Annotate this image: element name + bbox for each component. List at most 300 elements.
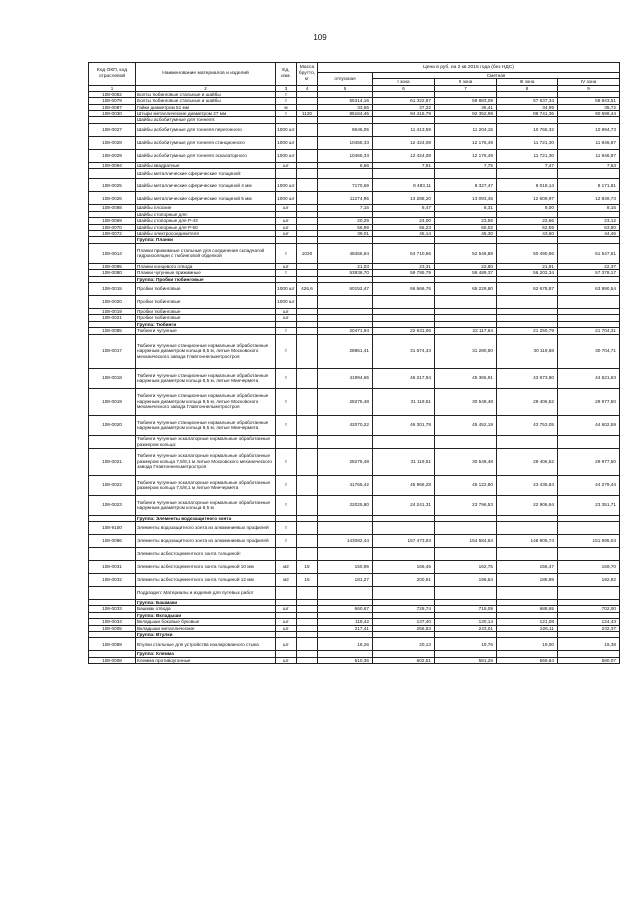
cell-code: 108-0005 [89,625,136,631]
cell-price: 30 119,58 [497,334,558,368]
cell-price: 19,38 [558,638,620,651]
cell-mass [297,638,318,651]
cell-price: 22025,80 [318,495,373,515]
cell-code [89,169,136,179]
cell-price: 154 584,64 [435,534,497,547]
cell-price: 151 695,04 [558,534,620,547]
cell-price: 188,89 [497,573,558,586]
cell-price: 12 849,73 [558,192,620,205]
cell-price: 10 994,73 [558,123,620,136]
cell-price: 36,41 [435,104,497,110]
cell-price: 8646,05 [318,123,373,136]
cell-price: 256,53 [373,625,435,631]
cell-name: Планки чугунные прижимные [136,270,276,276]
cell-price: 24,00 [373,218,435,224]
cell-price: 11 946,87 [558,136,620,149]
cell-price: 11 413,59 [373,123,435,136]
cell-price: 13 288,20 [373,192,435,205]
cell-mass [297,475,318,495]
header-mass: Масса брутто, кг [297,63,318,86]
cell-name: Шайбы электросоединителя [136,230,276,236]
cell-name: Пробки тюбинговые [136,282,276,295]
header-price-group: Цена в руб. на 2 кв 2015 года (без НДС) [318,63,620,73]
cell-price [558,169,620,179]
cell-price: 728,74 [373,606,435,612]
cell-price: 11 721,30 [497,136,558,149]
cell-price: 28275,48 [318,448,373,475]
cell-price: 121,08 [497,619,558,625]
cell-price: 45 365,91 [435,368,497,388]
cell-unit: шт [276,162,297,168]
header-estimate-price: Сметная [373,73,620,79]
cell-mass [297,586,318,599]
cell-name: Элементы водозащитного зонта из алюминиевых профилей [136,521,276,534]
cell-code: 108-0062 [89,91,136,97]
cell-unit: т [276,270,297,276]
cell-price: 8,47 [373,205,435,211]
cell-code: 108-0033 [89,606,136,612]
cell-name: Шайбы металлические сферические толщиной 4 мм [136,179,276,192]
cell-price: 8,00 [497,205,558,211]
header-release-price: отпускная [318,73,373,86]
cell-price: 59 883,09 [435,98,497,104]
table-row [89,295,620,308]
cell-price: 57 637,34 [497,98,558,104]
cell-price: 8 327,47 [435,179,497,192]
table-row [89,192,620,205]
cell-price: 20471,94 [318,328,373,334]
cell-price: 243,01 [435,625,497,631]
cell-unit [276,435,297,448]
cell-name: Планки концевого отвода [136,263,276,269]
cell-code: 108-0069 [89,218,136,224]
cell-price: 8 483,11 [373,179,435,192]
cell-name: Пробки тюбинговые [136,308,276,314]
cell-price: 580,07 [558,657,620,663]
cell-price: 124,43 [558,619,620,625]
cell-price: 23,56 [435,218,497,224]
cell-price: 22 117,64 [435,328,497,334]
cell-price: 11 204,15 [435,123,497,136]
cell-name: Подраздел: Материалы и изделия для путевых работ [136,586,276,599]
table-row [89,98,620,104]
table-row [89,606,620,612]
cell-price: 148 805,74 [497,534,558,547]
cell-unit: т [276,388,297,415]
cell-mass [297,657,318,663]
cell-code: 108-0070 [89,224,136,230]
cell-price: 35,72 [558,104,620,110]
cell-price: 57 378,17 [558,270,620,276]
header-zone-2: II зона [435,79,497,85]
cell-price: 13 093,45 [435,192,497,205]
cell-price: 46,14 [373,230,435,236]
cell-code: 108-0089 [89,638,136,651]
cell-code: 108-0029 [89,149,136,162]
cell-price: 53 710,56 [373,243,435,263]
cell-code [89,586,136,599]
cell-mass [297,192,318,205]
header-name: Наименование материалов и изделий [136,63,276,86]
cell-mass [297,495,318,515]
cell-unit: т [276,91,297,97]
cell-name: Шайбы плоские [136,205,276,211]
cell-mass [297,415,318,435]
cell-price: 41994,65 [318,368,373,388]
cell-price: 42070,22 [318,415,373,435]
cell-name: Шайбы стопорные для Р-43 [136,218,276,224]
cell-code: 108-0072 [89,230,136,236]
column-number: 4 [297,85,318,91]
cell-name: Группа: Планки [136,237,276,243]
cell-price: 150,95 [318,560,373,573]
cell-code: 108-0080 [89,270,136,276]
table-row [89,179,620,192]
cell-price [558,435,620,448]
cell-code: 108-0031 [89,560,136,573]
cell-mass [297,295,318,308]
cell-name: Планки прижимные стальные для соединения складчатой гидроизоляции с тюбинговой обделкой [136,243,276,263]
cell-price: 31 119,51 [373,448,435,475]
cell-price: 22,80 [435,263,497,269]
cell-price: 59 795,79 [373,270,435,276]
cell-price: 39,01 [318,230,373,236]
cell-mass [297,534,318,547]
cell-unit [276,169,297,179]
table-row [89,243,620,263]
cell-code [89,547,136,560]
cell-code: 108-0034 [89,619,136,625]
cell-price: 6,66 [318,162,373,168]
table-row [89,475,620,495]
table-row [89,435,620,448]
cell-price: 22,37 [558,263,620,269]
cell-mass: 426,6 [297,282,318,295]
cell-name: Шайбы стопорные для Р-50 [136,224,276,230]
table-row [89,169,620,179]
cell-price: 65,02 [435,224,497,230]
column-number: 3 [276,85,297,91]
cell-mass [297,368,318,388]
cell-name: Элементы асбестоцементного зонта толщиной 10 мм [136,560,276,573]
cell-price: 7170,69 [318,179,373,192]
cell-price: 217,41 [318,625,373,631]
cell-name: Тюбинги чугунные станционные нормальные обработанные наружным диаметром кольца 9,5 м, литые Минчермета [136,415,276,435]
cell-price: 19,76 [435,638,497,651]
cell-price: 11 721,30 [497,149,558,162]
cell-unit: шт [276,218,297,224]
cell-unit: т [276,534,297,547]
cell-price [497,169,558,179]
cell-price [373,547,435,560]
cell-price: 7,16 [318,205,373,211]
cell-code: 108-0015 [89,282,136,295]
cell-price: 130,14 [435,619,497,625]
cell-price [318,295,373,308]
cell-unit: 1000 шт [276,282,297,295]
cell-price: 8 171,81 [558,179,620,192]
cell-price: 29 406,52 [497,388,558,415]
cell-name: Группа: Клемма [136,651,276,657]
cell-price: 66,23 [373,224,435,230]
cell-price [373,435,435,448]
cell-unit: т [276,448,297,475]
cell-unit: шт [276,619,297,625]
cell-price: 157 473,93 [373,534,435,547]
cell-name: Шайбы асбобитумные для тоннеля: [136,117,276,123]
page-number: 109 [313,33,327,42]
cell-name: Втулки стальные для устройства изолированного стыка [136,638,276,651]
column-number: 5 [318,85,373,91]
cell-price: 21 704,31 [558,328,620,334]
table-row [89,521,620,534]
cell-price: 60152,47 [318,282,373,295]
cell-price [497,547,558,560]
cell-name: Шайбы асбобитумные для тоннеля эскалаторного [136,149,276,162]
cell-unit: шт [276,308,297,314]
table-row [89,573,620,586]
cell-code: 108-0032 [89,573,136,586]
cell-mass: 16 [297,573,318,586]
table-row [89,270,620,276]
cell-name: Тюбинги чугунные станционные нормальные обработанные наружным диаметром кольца 8,5 м, литые Московского механического завода Главтоннельметростроя [136,334,276,368]
table-row [89,123,620,136]
cell-name: Элементы асбестоцементного зонта толщиной 12 мм [136,573,276,586]
cell-price: 12 609,97 [497,192,558,205]
cell-price: 52 546,89 [435,243,497,263]
cell-price: 8,31 [435,205,497,211]
cell-price: 21 250,79 [497,328,558,334]
cell-name: Тюбинги чугунные эскалаторные нормальные обработанные размером кольца: [136,435,276,448]
cell-unit [276,586,297,599]
cell-code: 108-0017 [89,334,136,368]
cell-code [89,435,136,448]
cell-unit: 1000 шт [276,123,297,136]
cell-unit: т [276,368,297,388]
cell-price: 7,91 [373,162,435,168]
cell-price: 43,60 [497,230,558,236]
cell-price [373,169,435,179]
cell-price: 7,47 [497,162,558,168]
cell-price: 29 977,50 [558,388,620,415]
cell-price: 46 217,84 [373,368,435,388]
cell-price [497,586,558,599]
cell-price: 8 018,14 [497,179,558,192]
cell-price: 8,15 [558,205,620,211]
cell-code: 108-0030 [89,111,136,117]
cell-price: 510,36 [318,657,373,663]
cell-code: 108-0022 [89,475,136,495]
cell-price: 85164,45 [318,111,373,117]
cell-code: 108-0018 [89,368,136,388]
cell-name: Вкладыши боковые буковые [136,619,276,625]
cell-unit: м2 [276,573,297,586]
table-row [89,586,620,599]
cell-code: 108-0027 [89,123,136,136]
cell-unit: шт [276,606,297,612]
cell-unit: шт [276,315,297,321]
table-row [89,328,620,334]
cell-code: 108-9100 [89,521,136,534]
column-number: 7 [435,85,497,91]
cell-price: 20,29 [318,218,373,224]
cell-unit: шт [276,224,297,230]
cell-name: Башмак отвода [136,606,276,612]
cell-unit: т [276,328,297,334]
cell-price: 200,91 [373,573,435,586]
cell-price: 50 490,96 [497,243,558,263]
cell-price: 7,75 [435,162,497,168]
cell-price: 53936,70 [318,270,373,276]
cell-price: 63 990,54 [558,282,620,295]
cell-price: 31 119,51 [373,388,435,415]
table-row [89,388,620,415]
cell-name: Тюбинги чугунные [136,328,276,334]
table-row [89,136,620,149]
cell-price: 22 906,94 [497,495,558,515]
cell-name: Штыри металлические диаметром 27 мм [136,111,276,117]
cell-price [435,521,497,534]
cell-code: 108-0087 [89,104,136,110]
cell-code: 108-0026 [89,192,136,205]
cell-price: 11 946,87 [558,149,620,162]
cell-price: 45 122,80 [435,475,497,495]
cell-price: 30 704,71 [558,334,620,368]
cell-price: 24 241,31 [373,495,435,515]
cell-price: 23,12 [558,218,620,224]
column-number: 2 [136,85,276,91]
cell-price: 11274,95 [318,192,373,205]
cell-price: 181,27 [318,573,373,586]
table-row [89,625,620,631]
cell-price: 31 280,50 [435,334,497,368]
cell-price: 58 843,51 [558,98,620,104]
cell-price: 43 435,84 [497,475,558,495]
header-unit: Ед. изм. [276,63,297,86]
cell-code: 108-0023 [89,495,136,515]
cell-price: 45,30 [435,230,497,236]
cell-unit: т [276,495,297,515]
cell-name: Тюбинги чугунные станционные нормальные обработанные наружным диаметром кольца 8,5 м, литые Минчермета [136,368,276,388]
cell-mass: 18 [297,560,318,573]
cell-price: 28275,48 [318,388,373,415]
cell-price: 37,22 [373,104,435,110]
cell-name: Группа: Втулки [136,632,276,638]
cell-price: 29 977,50 [558,448,620,475]
cell-price [318,435,373,448]
cell-name: Тюбинги чугунные станционные нормальные обработанные наружным диаметром кольца 9,5 м, литые Московского механического завода Главтоннельметростроя [136,388,276,415]
cell-price [558,521,620,534]
cell-name: Элементы водозащитного зонта из алюминиевых профилей [136,534,276,547]
cell-unit: т [276,111,297,117]
cell-price: 44,46 [558,230,620,236]
cell-price: 166,45 [373,560,435,573]
cell-price: 10 765,32 [497,123,558,136]
cell-price [318,586,373,599]
cell-price: 22,66 [497,218,558,224]
cell-code: 108-0020 [89,415,136,435]
cell-unit: т [276,243,297,263]
cell-price [497,295,558,308]
cell-price: 46 301,78 [373,415,435,435]
cell-unit: шт [276,625,297,631]
column-number: 1 [89,85,136,91]
cell-price [558,586,620,599]
cell-unit: 1000 шт [276,149,297,162]
column-number: 6 [373,85,435,91]
cell-name: Элементы асбестоцементного зонта толщиной: [136,547,276,560]
cell-price: 18,26 [318,638,373,651]
cell-price: 62 678,87 [497,282,558,295]
cell-mass [297,547,318,560]
cell-mass [297,334,318,368]
cell-price [373,586,435,599]
cell-unit: т [276,334,297,368]
cell-price: 61 322,87 [373,98,435,104]
cell-price [497,435,558,448]
cell-price: 90 598,44 [558,111,620,117]
cell-price: 56 202,34 [497,270,558,276]
cell-price: 232,37 [558,625,620,631]
cell-price: 23 796,53 [435,495,497,515]
cell-price: 62,59 [497,224,558,230]
table-row [89,638,620,651]
cell-price: 12 424,08 [373,136,435,149]
table-row [89,111,620,117]
cell-name: Тюбинги чугунные эскалаторные нормальные обработанные размером кольца 7,5/8,1 м литые Московского механического завода Главтоннельметростроя [136,448,276,475]
cell-price: 20,13 [373,638,435,651]
cell-price: 569,84 [497,657,558,663]
cell-price: 29 406,52 [497,448,558,475]
table-row [89,657,620,663]
cell-price: 23 351,71 [558,495,620,515]
table-row [89,547,620,560]
cell-price [435,169,497,179]
cell-name: Группа: Элементы водозащитного зонта [136,515,276,521]
cell-price: 55314,16 [318,98,373,104]
cell-price: 143082,44 [318,534,373,547]
cell-name: Группа: Вкладыши [136,612,276,618]
cell-name: Болты тюбинговые стальные и шайбы [136,91,276,97]
table-row [89,495,620,515]
cell-mass [297,179,318,192]
cell-price: 63,80 [558,224,620,230]
cell-name: Тюбинги чугунные эскалаторные нормальные обработанные размером кольца 7,5/8,1 м литые Минчермета [136,475,276,495]
cell-price: 45 452,19 [435,415,497,435]
cell-price: 43 673,80 [497,368,558,388]
cell-mass [297,521,318,534]
cell-price: 196,54 [435,573,497,586]
cell-unit: т [276,475,297,495]
cell-price [558,295,620,308]
cell-price: 702,00 [558,606,620,612]
cell-mass [297,123,318,136]
cell-unit: т [276,415,297,435]
cell-price: 66 666,76 [373,282,435,295]
cell-name: Группа: Тюбинги [136,321,276,327]
cell-unit: м [276,104,297,110]
table-row [89,415,620,435]
cell-price [435,586,497,599]
cell-price: 156,47 [497,560,558,573]
cell-name: Гайки диаметром 51 мм [136,104,276,110]
cell-price: 118,42 [318,619,373,625]
header-code: Код ОКП, код отраслевой [89,63,136,86]
cell-code: 108-0020 [89,295,136,308]
cell-unit: шт [276,657,297,663]
cell-unit: т [276,98,297,104]
cell-unit: 1000 шт [276,136,297,149]
